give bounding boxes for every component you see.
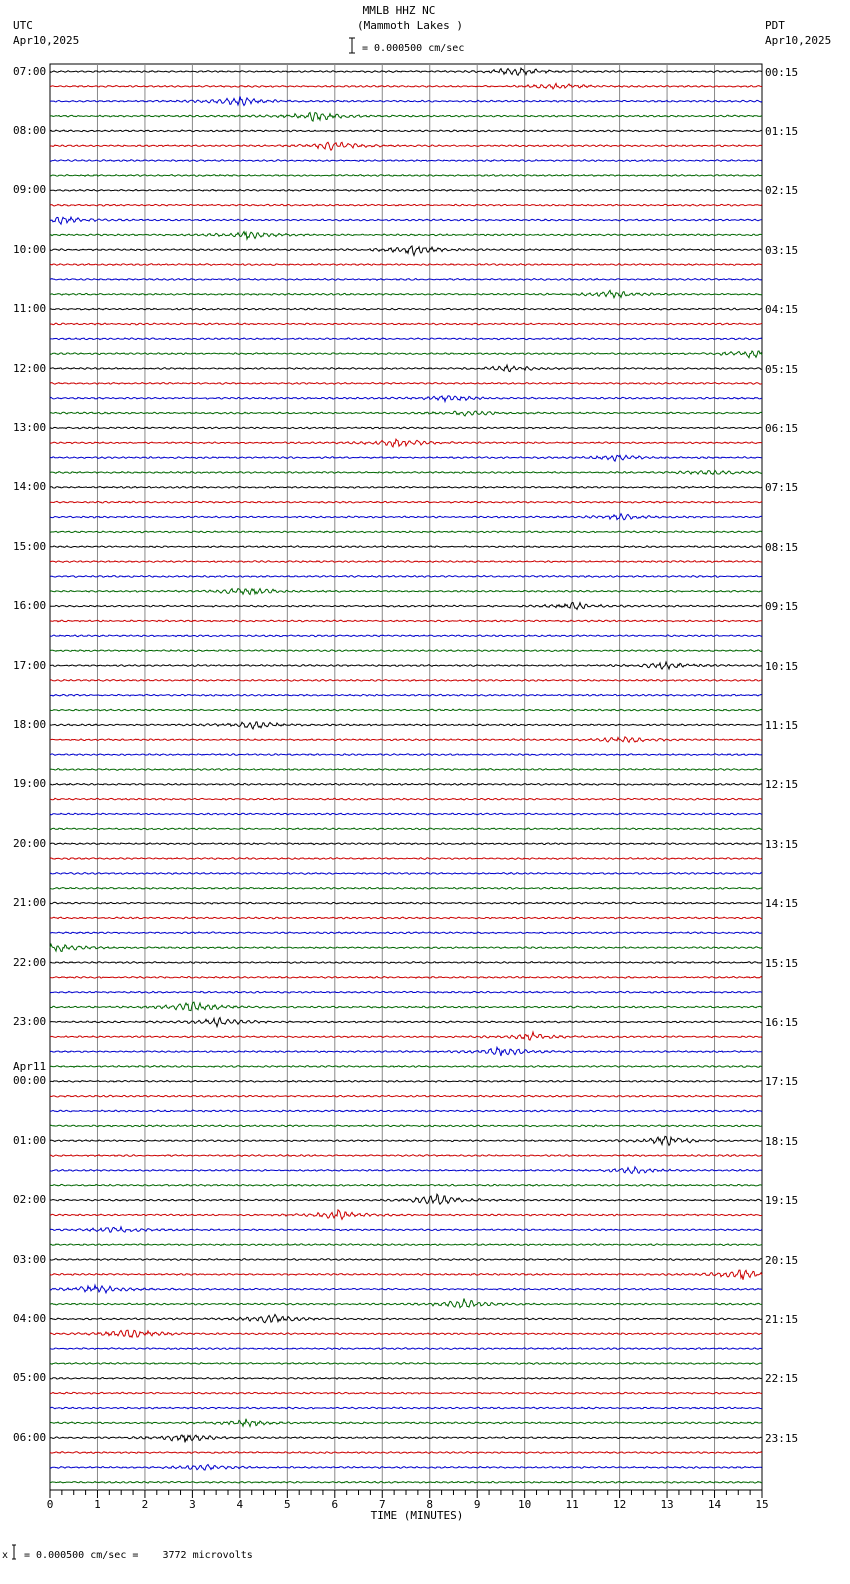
left-hour-label: 13:00 bbox=[13, 420, 47, 434]
left-hour-label: 03:00 bbox=[13, 1252, 47, 1266]
seismic-trace bbox=[50, 977, 762, 979]
seismic-trace bbox=[50, 471, 762, 475]
right-hour-label: 17:15 bbox=[765, 1075, 799, 1089]
seismic-trace bbox=[50, 531, 762, 533]
seismic-trace bbox=[50, 1136, 762, 1145]
left-hour-label: 18:00 bbox=[13, 717, 47, 731]
seismic-trace bbox=[50, 873, 762, 875]
seismic-trace bbox=[50, 620, 762, 622]
right-hour-label: 19:15 bbox=[765, 1194, 799, 1208]
x-tick-label: 0 bbox=[46, 1498, 54, 1511]
left-hour-label: 01:00 bbox=[13, 1133, 47, 1147]
seismic-trace bbox=[50, 1184, 762, 1186]
left-hour-label: 15:00 bbox=[13, 539, 47, 553]
x-tick-label: 7 bbox=[378, 1498, 386, 1511]
right-hour-label: 23:15 bbox=[765, 1431, 799, 1445]
left-hour-label: 21:00 bbox=[13, 896, 47, 910]
seismic-trace bbox=[50, 1392, 762, 1394]
seismic-trace bbox=[50, 365, 762, 372]
seismic-trace bbox=[50, 1270, 762, 1280]
seismic-trace bbox=[50, 902, 762, 904]
left-hour-label: 12:00 bbox=[13, 361, 47, 375]
right-hour-label: 04:15 bbox=[765, 303, 799, 317]
left-hour-label: 14:00 bbox=[13, 480, 47, 494]
x-tick-label: 14 bbox=[707, 1498, 722, 1511]
x-tick-label: 6 bbox=[331, 1498, 339, 1511]
footer-scale: = 0.000500 cm/sec = 3772 microvolts bbox=[24, 1550, 253, 1561]
left-hour-label: 11:00 bbox=[13, 302, 47, 316]
seismic-trace bbox=[50, 160, 762, 162]
left-hour-label: 16:00 bbox=[13, 599, 47, 613]
seismic-trace bbox=[50, 603, 762, 610]
seismic-trace bbox=[50, 1047, 762, 1056]
seismic-trace bbox=[50, 1330, 762, 1337]
right-hour-label: 10:15 bbox=[765, 659, 799, 673]
right-hour-label: 21:15 bbox=[765, 1312, 799, 1326]
seismic-trace bbox=[50, 1110, 762, 1112]
seismic-trace bbox=[50, 217, 762, 224]
left-hour-label: 09:00 bbox=[13, 183, 47, 197]
seismic-trace bbox=[50, 1285, 762, 1293]
seismic-trace bbox=[50, 1002, 762, 1011]
left-hour-label: 23:00 bbox=[13, 1014, 47, 1028]
seismic-trace bbox=[50, 709, 762, 711]
seismic-trace bbox=[50, 1481, 762, 1483]
seismic-trace bbox=[50, 694, 762, 696]
seismic-trace bbox=[50, 175, 762, 177]
seismic-trace bbox=[50, 1194, 762, 1204]
seismic-trace bbox=[50, 662, 762, 669]
seismic-trace bbox=[50, 142, 762, 150]
seismic-trace bbox=[50, 917, 762, 919]
seismic-trace bbox=[50, 828, 762, 830]
seismic-trace bbox=[50, 338, 762, 340]
right-hour-label: 12:15 bbox=[765, 778, 799, 792]
seismic-trace bbox=[50, 501, 762, 503]
left-hour-label: 19:00 bbox=[13, 777, 47, 791]
right-hour-label: 09:15 bbox=[765, 600, 799, 614]
right-hour-label: 13:15 bbox=[765, 837, 799, 851]
seismic-trace bbox=[50, 1032, 762, 1040]
seismic-trace bbox=[50, 383, 762, 385]
seismic-trace bbox=[50, 680, 762, 682]
left-hour-label: 10:00 bbox=[13, 242, 47, 256]
seismic-trace bbox=[50, 455, 762, 461]
scale-label: = 0.000500 cm/sec bbox=[362, 43, 465, 54]
seismic-trace bbox=[50, 858, 762, 860]
x-tick-label: 3 bbox=[189, 1498, 196, 1511]
footer-marker: x bbox=[2, 1550, 9, 1561]
left-hour-label: 07:00 bbox=[13, 64, 47, 78]
left-hour-label: 08:00 bbox=[13, 123, 47, 137]
x-tick-label: 2 bbox=[141, 1498, 149, 1511]
left-hour-label: 22:00 bbox=[13, 955, 47, 969]
seismic-trace bbox=[50, 798, 762, 800]
day-break-label: Apr11 bbox=[13, 1060, 47, 1074]
plot-frame bbox=[50, 64, 762, 1490]
seismic-trace bbox=[50, 290, 762, 297]
right-hour-label: 05:15 bbox=[765, 362, 799, 376]
left-hour-label: 06:00 bbox=[13, 1430, 47, 1444]
left-hour-label: 20:00 bbox=[13, 836, 47, 850]
seismic-trace bbox=[50, 1348, 762, 1350]
seismic-trace bbox=[50, 1314, 762, 1322]
x-tick-label: 12 bbox=[612, 1498, 627, 1511]
seismic-trace bbox=[50, 486, 762, 488]
seismic-trace bbox=[50, 130, 762, 132]
seismic-trace bbox=[50, 1125, 762, 1127]
seismic-trace bbox=[50, 1244, 762, 1246]
seismic-trace bbox=[50, 427, 762, 429]
x-tick-label: 9 bbox=[473, 1498, 481, 1511]
seismic-trace bbox=[50, 1155, 762, 1157]
seismic-trace bbox=[50, 264, 762, 266]
seismic-trace bbox=[50, 737, 762, 743]
right-hour-label: 06:15 bbox=[765, 421, 799, 435]
seismic-trace bbox=[50, 1377, 762, 1379]
right-hour-label: 14:15 bbox=[765, 897, 799, 911]
x-tick-label: 10 bbox=[518, 1498, 532, 1511]
right-hour-label: 22:15 bbox=[765, 1372, 799, 1386]
x-tick-label: 15 bbox=[755, 1498, 769, 1511]
seismic-trace bbox=[50, 204, 762, 206]
seismic-trace bbox=[50, 113, 762, 122]
seismic-trace bbox=[50, 1210, 762, 1220]
seismic-trace bbox=[50, 1435, 762, 1442]
seismic-trace bbox=[50, 439, 762, 447]
seismic-trace bbox=[50, 1167, 762, 1174]
seismic-trace bbox=[50, 1066, 762, 1068]
left-hour-label: 04:00 bbox=[13, 1311, 47, 1325]
left-date: Apr10,2025 bbox=[13, 34, 80, 47]
x-tick-label: 8 bbox=[426, 1498, 434, 1511]
seismic-trace bbox=[50, 279, 762, 281]
right-hour-label: 15:15 bbox=[765, 956, 799, 970]
seismic-trace bbox=[50, 514, 762, 520]
seismic-trace bbox=[50, 576, 762, 578]
seismic-trace bbox=[50, 650, 762, 652]
left-hour-label: 17:00 bbox=[13, 658, 47, 672]
seismic-trace bbox=[50, 722, 762, 729]
seismic-trace bbox=[50, 1407, 762, 1409]
seismic-trace bbox=[50, 944, 762, 951]
seismic-trace bbox=[50, 589, 762, 595]
seismic-trace bbox=[50, 783, 762, 785]
seismic-trace bbox=[50, 323, 762, 325]
station-title: MMLB HHZ NC bbox=[362, 4, 436, 17]
seismic-trace bbox=[50, 1018, 762, 1027]
right-hour-label: 08:15 bbox=[765, 540, 799, 554]
seismic-trace bbox=[50, 962, 762, 964]
right-hour-label: 02:15 bbox=[765, 184, 799, 198]
right-hour-label: 03:15 bbox=[765, 243, 799, 257]
seismic-trace bbox=[50, 396, 762, 402]
right-hour-label: 11:15 bbox=[765, 718, 799, 732]
seismic-trace bbox=[50, 1095, 762, 1097]
seismic-trace bbox=[50, 1080, 762, 1082]
x-axis-label: TIME (MINUTES) bbox=[370, 1509, 464, 1522]
seismic-trace bbox=[50, 561, 762, 563]
seismic-trace bbox=[50, 189, 762, 191]
seismic-trace bbox=[50, 546, 762, 548]
seismic-trace bbox=[50, 246, 762, 255]
seismic-trace bbox=[50, 351, 762, 358]
seismic-trace bbox=[50, 932, 762, 934]
right-date: Apr10,2025 bbox=[765, 34, 832, 47]
station-location: (Mammoth Lakes ) bbox=[357, 19, 463, 32]
seismic-trace bbox=[50, 232, 762, 240]
seismic-trace bbox=[50, 754, 762, 756]
seismic-trace bbox=[50, 1299, 762, 1308]
left-hour-label: 00:00 bbox=[13, 1074, 47, 1088]
seismic-trace bbox=[50, 1465, 762, 1471]
seismic-trace bbox=[50, 308, 762, 310]
seismic-trace bbox=[50, 1227, 762, 1232]
x-tick-label: 13 bbox=[660, 1498, 674, 1511]
seismic-trace bbox=[50, 843, 762, 845]
left-hour-label: 05:00 bbox=[13, 1371, 47, 1385]
seismic-trace bbox=[50, 1452, 762, 1454]
x-tick-label: 5 bbox=[284, 1498, 291, 1511]
left-timezone: UTC bbox=[13, 19, 33, 32]
seismic-trace bbox=[50, 83, 762, 89]
seismic-trace bbox=[50, 1259, 762, 1261]
seismic-trace bbox=[50, 813, 762, 815]
x-tick-label: 11 bbox=[565, 1498, 579, 1511]
seismic-trace bbox=[50, 1419, 762, 1427]
right-timezone: PDT bbox=[765, 19, 785, 32]
seismic-trace bbox=[50, 769, 762, 771]
x-tick-label: 1 bbox=[94, 1498, 101, 1511]
right-hour-label: 18:15 bbox=[765, 1134, 799, 1148]
seismic-trace bbox=[50, 635, 762, 637]
right-hour-label: 16:15 bbox=[765, 1015, 799, 1029]
right-hour-label: 07:15 bbox=[765, 481, 799, 495]
seismic-trace bbox=[50, 96, 762, 105]
seismic-trace bbox=[50, 991, 762, 993]
seismic-trace bbox=[50, 411, 762, 416]
right-hour-label: 00:15 bbox=[765, 65, 799, 79]
seismic-trace bbox=[50, 887, 762, 889]
right-hour-label: 20:15 bbox=[765, 1253, 799, 1267]
seismic-trace bbox=[50, 68, 762, 75]
seismic-trace bbox=[50, 1363, 762, 1365]
right-hour-label: 01:15 bbox=[765, 124, 799, 138]
left-hour-label: 02:00 bbox=[13, 1193, 47, 1207]
x-tick-label: 4 bbox=[236, 1498, 244, 1511]
